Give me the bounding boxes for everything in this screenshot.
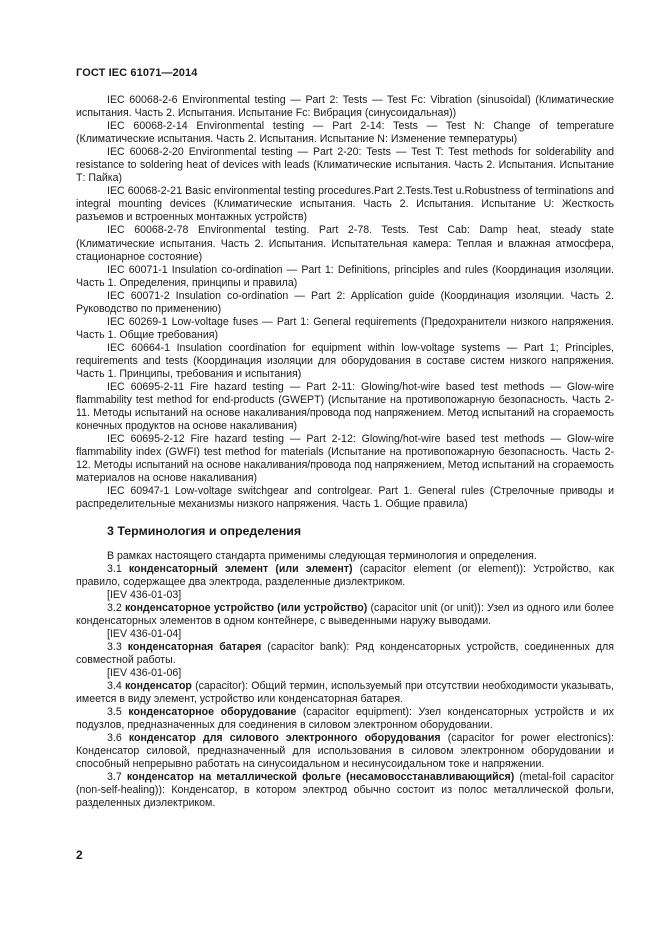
definition-item: [76, 563, 614, 589]
definition-item: [76, 771, 614, 810]
definition-number: 3.2: [107, 601, 122, 614]
reference-item: IEC 60269-1 Low-voltage fuses — Part 1: General requirements (Предохранители низкого напряжения. Часть 1. Общие требования): [76, 315, 614, 341]
page-number: 2: [76, 848, 83, 862]
definition-number: 3.3: [107, 640, 122, 653]
definition-item: [76, 732, 614, 771]
definition-term: конденсаторный элемент (или элемент): [128, 562, 353, 575]
definition-text: (capacitor): Общий термин, используемый при отсутствии необходимости указывать, имеется в виду элемент, устройство или конденсаторная батарея.: [76, 679, 614, 706]
definition-item: [76, 706, 614, 732]
reference-item: IEC 60695-2-12 Fire hazard testing — Part 2-12: Glowing/hot-wire based test methods — Glow-wire flammability index (GWFI) test method for materials (Испытание на противопожарную безопасность. Часть 2-12. Методы испытаний на основе накаливания/провода под напряжением, Метод испытаний на сгораемость материалов на основе накаливания): [76, 433, 614, 485]
definition-text: (capacitor element (or element)): Устройство, как правило, содержащее два электрода, разделенные диэлектриком.: [76, 562, 614, 588]
section-title: 3 Терминология и определения: [107, 523, 302, 538]
reference-item: IEC 60695-2-11 Fire hazard testing — Part 2-11: Glowing/hot-wire based test methods — Glow-wire flammability test method for end-products (GWEPT) (Испытание на противопожарную безопасность. Часть 2-11. Методы испытаний на основе накаливания/провода под напряжением. Метод испытаний на сгораемость конечных продуктов на основе накаливания): [76, 381, 614, 433]
definition-item: [76, 602, 614, 628]
iev-reference: [IEV 436-01-03]: [107, 588, 182, 601]
definition-number: 3.6: [107, 732, 122, 745]
definition-text: (capacitor for power electronics): Конденсатор силовой, предназначенный для использования в силовом электронном оборудовании и способный непрерывно работать на синусоидальном и несинусоидальном токе и напряжении.: [76, 732, 614, 771]
definition-item: [76, 641, 614, 667]
definition-text: (capacitor unit (or unit)): Узел из одного или более конденсаторных элементов в одном контейнере, с выведенными наружу выводами.: [76, 601, 615, 627]
reference-item: IEC 60068-2-6 Environmental testing — Part 2: Tests — Test Fc: Vibration (sinusoidal) (Климатические испытания. Часть 2. Испытания. Испытание Fc: Вибрация (синусоидальная)): [76, 94, 614, 120]
iev-reference: [IEV 436-01-06]: [107, 666, 182, 679]
definition-term: конденсатор на металлической фольге (несамовосстанавливающийся): [126, 771, 515, 784]
reference-item: IEC 60664-1 Insulation coordination for equipment within low-voltage systems — Part 1; Principles, requirements and tests (Координация изоляции для оборудования в составе систем низкого напряжения. Часть 1. Принципы, требования и испытания): [76, 341, 614, 380]
definition-number: 3.5: [107, 706, 122, 719]
definition-item: [76, 680, 614, 706]
reference-item: IEC 60068-2-78 Environmental testing. Part 2-78. Tests. Test Cab: Damp heat, steady state (Климатические испытания. Часть 2. Испытания. Испытательная камера: Теплая и влажная атмосфера, стационарное состояние): [76, 224, 614, 263]
document-header: ГОСТ IEC 61071—2014: [76, 67, 198, 79]
definition-text: (metal-foil capacitor (non-self-healing)): Конденсатор, в котором электрод обычно состоит из полос металлической фольги, разделенных диэлектриком.: [76, 771, 614, 810]
definitions-section: [76, 550, 614, 811]
reference-item: IEC 60068-2-21 Basic environmental testing procedures.Part 2.Tests.Test u.Robustness of terminations and integral mounting devices (Климатические испытания. Часть 2. Испытания. Испытание U: Жесткость разъемов и встроенных монтажных устройств): [76, 185, 614, 224]
definition-term: конденсаторное устройство (или устройство): [124, 601, 368, 614]
reference-item: IEC 60071-1 Insulation co-ordination — Part 1: Definitions, principles and rules (Координация изоляции. Часть 1. Определения, принципы и правила): [76, 263, 614, 289]
iev-reference: [IEV 436-01-04]: [107, 627, 182, 640]
reference-item: IEC 60947-1 Low-voltage switchgear and controlgear. Part 1. General rules (Стрелочные приводы и распределительные механизмы низкого напряжения. Часть 1. Общие правила): [76, 485, 614, 511]
section-intro: В рамках настоящего стандарта применимы следующая терминология и определения.: [107, 549, 537, 562]
definition-term: конденсатор для силового электронного оборудования: [128, 732, 441, 745]
definition-number: 3.1: [107, 562, 122, 575]
definition-text: (capacitor equipment): Узел конденсаторных устройств и их подузлов, предназначенных для соединения в силовом электронном оборудовании.: [76, 706, 614, 732]
definition-term: конденсатор: [124, 679, 192, 692]
definition-term: конденсаторное оборудование: [128, 706, 297, 719]
definition-number: 3.7: [107, 771, 122, 784]
definition-number: 3.4: [107, 679, 122, 692]
reference-item: IEC 60071-2 Insulation co-ordination — Part 2: Application guide (Координация изоляции. Часть 2. Руководство по применению): [76, 289, 614, 315]
definition-text: (capacitor bank): Ряд конденсаторных устройств, соединенных для совместной работы.: [76, 640, 614, 666]
reference-item: IEC 60068-2-20 Environmental testing — Part 2-20: Tests — Test T: Test methods for solderability and resistance to soldering heat of devices with leads (Климатические испытания. Часть 2. Испытания. Испытание Т: Пайка): [76, 146, 614, 185]
definition-term: конденсаторная батарея: [127, 640, 262, 653]
normative-references: [76, 94, 614, 512]
document-body: [76, 94, 614, 810]
reference-item: IEC 60068-2-14 Environmental testing — Part 2-14: Tests — Test N: Change of temperature (Климатические испытания. Часть 2. Испытания. Испытание N: Изменение температуры): [76, 120, 614, 146]
